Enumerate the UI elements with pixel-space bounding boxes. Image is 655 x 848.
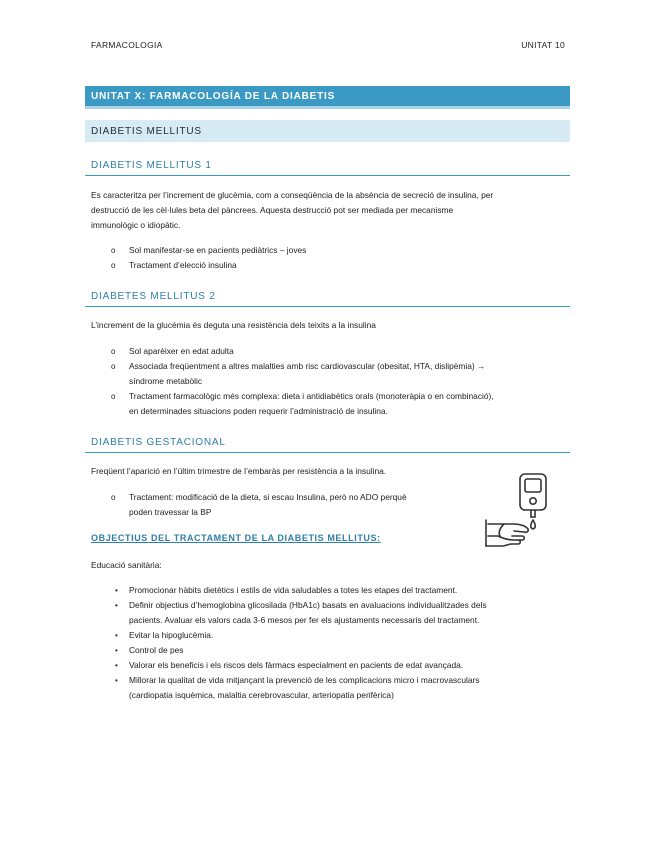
text-line: destrucció de les cèl·lules beta del pàncrees. Aquesta destrucció pot ser mediada per mecanisme (91, 205, 454, 215)
list-item (91, 344, 566, 359)
list-item-line: Millorar la qualitat de vida mitjançant la prevenció de les complicacions micro i macrovasculars (129, 675, 480, 685)
gestational-description: Freqüent l’aparició en l’últim trimestre de l’embaràs per resistència a la insulina. (91, 466, 387, 476)
subtitle-banner (85, 120, 570, 142)
text-line: Es caracteritza per l’increment de glucèmia, com a conseqüència de la absència de secreció de insulina, per (91, 190, 494, 200)
list-item-text: Evitar la hipoglucèmia. (129, 630, 214, 640)
list-item (91, 243, 566, 258)
hollow-bullet-icon: o (111, 246, 116, 255)
filled-bullet-icon: • (115, 661, 118, 670)
section-title-dm2: DIABETES MELLITUS 2 (85, 291, 570, 307)
header-unit: UNITAT 10 (521, 40, 565, 50)
hollow-bullet-icon: o (111, 347, 116, 356)
list-item-line: Definir objectius d’hemoglobina glicosilada (HbA1c) basats en avaluacions individualitzades dels (129, 600, 487, 610)
gestational-bullet-list (91, 490, 491, 520)
list-item (91, 673, 566, 703)
list-item-line: Tractament farmacològic més complexa: dieta i antidiabètics orals (monoteràpia o en combinació), (129, 391, 494, 401)
hollow-bullet-icon: o (111, 493, 116, 502)
hollow-bullet-icon: o (111, 392, 116, 401)
list-item (91, 490, 491, 520)
list-item-text: Tractament d’elecció insulina (129, 260, 237, 270)
list-item-line: Associada freqüentment a altres malalties amb risc cardiovascular (obesitat, HTA, dislipèmia) → (129, 361, 486, 371)
dm1-description (91, 188, 566, 233)
text-line: immunològic o idiopàtic. (91, 220, 181, 230)
list-item (91, 389, 566, 419)
glucometer-finger-icon (484, 470, 556, 554)
list-item-line: en determinades situacions poden requerir l’administració de insulina. (129, 406, 388, 416)
hollow-bullet-icon: o (111, 261, 116, 270)
list-item-line: (cardiopatia isquèmica, malaltia cerebrovascular, arteriopatia perifèrica) (129, 690, 394, 700)
list-item (91, 583, 566, 598)
filled-bullet-icon: • (115, 631, 118, 640)
list-item-text: Control de pes (129, 645, 184, 655)
list-item (91, 598, 566, 628)
objectives-intro: Educació sanitària: (91, 560, 162, 570)
list-item-line: poden travessar la BP (129, 507, 212, 517)
subtitle: DIABETIS MELLITUS (91, 125, 202, 137)
header-subject: FARMACOLOGIA (91, 40, 163, 50)
objectives-title: OBJECTIUS DEL TRACTAMENT DE LA DIABETIS MELLITUS: (91, 533, 381, 543)
filled-bullet-icon: • (115, 601, 118, 610)
list-item-line: pacients. Avaluar els valors cada 3-6 mesos per fer els ajustaments necessaris del tractament. (129, 615, 480, 625)
unit-title: UNITAT X: FARMACOLOGÍA DE LA DIABETIS (91, 90, 336, 102)
section-title-gestational: DIABETIS GESTACIONAL (85, 437, 570, 453)
list-item-text: Promocionar hàbits dietètics i estils de vida saludables a totes les etapes del tractament. (129, 585, 458, 595)
list-item-text: Sol aparèixer en edat adulta (129, 346, 234, 356)
list-item (91, 359, 566, 389)
section-title-dm1: DIABETIS MELLITUS 1 (85, 160, 570, 176)
unit-title-banner (85, 86, 570, 109)
hollow-bullet-icon: o (111, 362, 116, 371)
list-item-text: Sol manifestar-se en pacients pediàtrics – joves (129, 245, 307, 255)
list-item-text: Valorar els beneficis i els riscos dels fàrmacs especialment en pacients de edat avançada. (129, 660, 464, 670)
filled-bullet-icon: • (115, 676, 118, 685)
dm2-description: L’increment de la glucèmia és deguta una resistència dels teixits a la insulina (91, 320, 376, 330)
filled-bullet-icon: • (115, 586, 118, 595)
objectives-bullet-list (91, 583, 566, 703)
list-item (91, 658, 566, 673)
dm2-bullet-list (91, 344, 566, 419)
list-item (91, 258, 566, 273)
list-item-line: síndrome metabòlic (129, 376, 203, 386)
list-item-line: Tractament: modificació de la dieta, si escau Insulina, però no ADO perquè (129, 492, 407, 502)
list-item (91, 628, 566, 643)
filled-bullet-icon: • (115, 646, 118, 655)
list-item (91, 643, 566, 658)
dm1-bullet-list (91, 243, 566, 273)
